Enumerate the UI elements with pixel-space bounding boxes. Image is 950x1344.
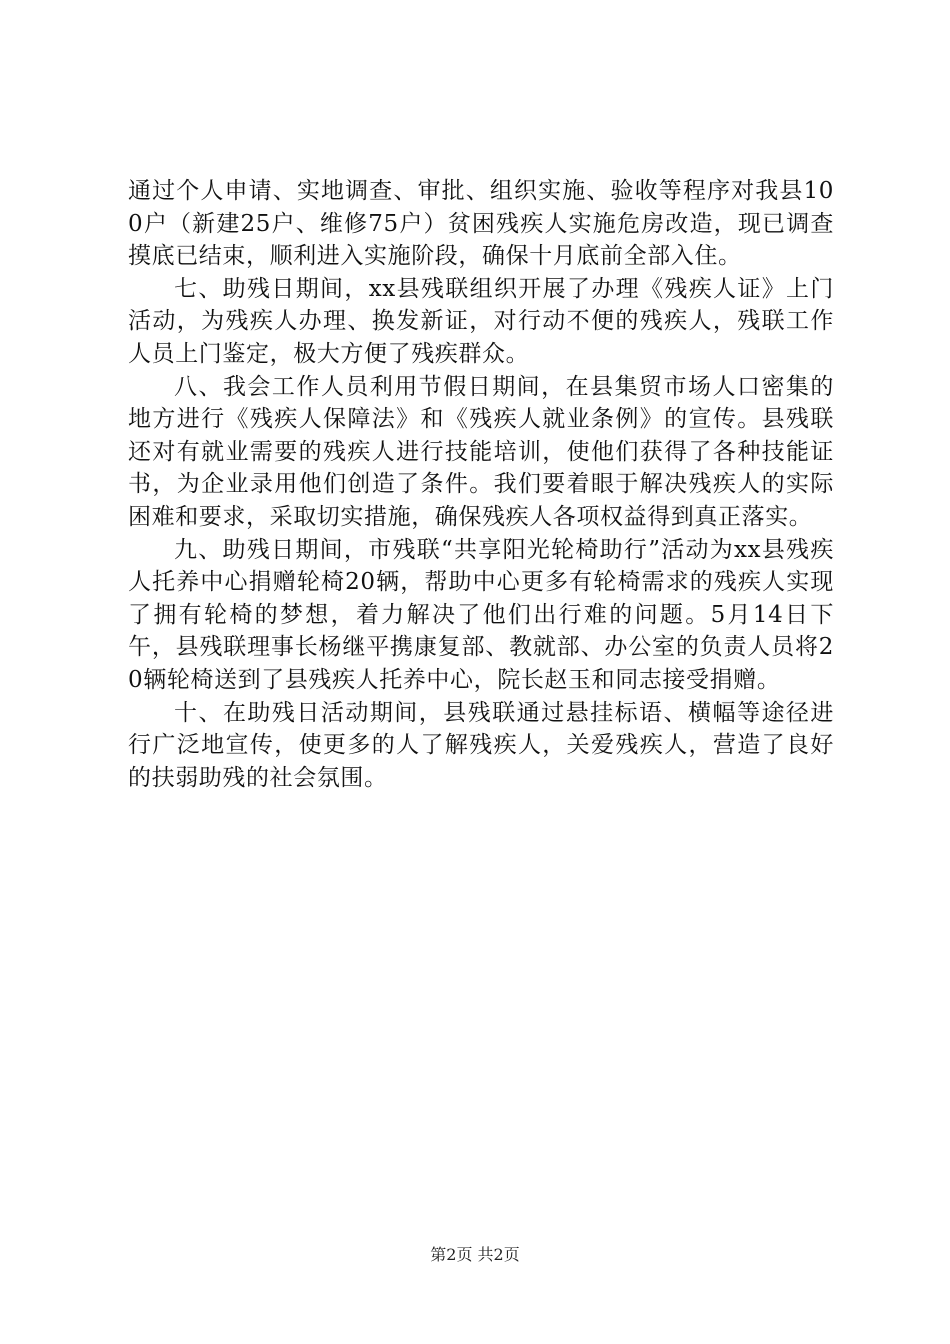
paragraph-continuation: 通过个人申请、实地调查、审批、组织实施、验收等程序对我县100户（新建25户、维修75户）贫困残疾人实施危房改造，现已调查摸底已结束，顺利进入实施阶段，确保十月底前全部入住。 <box>128 178 834 270</box>
document-body <box>128 175 834 794</box>
paragraph-item-7: 七、助残日期间，xx县残联组织开展了办理《残疾人证》上门活动，为残疾人办理、换发新证，对行动不便的残疾人，残联工作人员上门鉴定，极大方便了残疾群众。 <box>128 275 834 367</box>
paragraph-item-8: 八、我会工作人员利用节假日期间，在县集贸市场人口密集的地方进行《残疾人保障法》和《残疾人就业条例》的宣传。县残联还对有就业需要的残疾人进行技能培训，使他们获得了各种技能证书，为企业录用他们创造了条件。我们要着眼于解决残疾人的实际困难和要求，采取切实措施，确保残疾人各项权益得到真正落实。 <box>128 373 834 530</box>
paragraph-item-9: 九、助残日期间，市残联“共享阳光轮椅助行”活动为xx县残疾人托养中心捐赠轮椅20辆，帮助中心更多有轮椅需求的残疾人实现了拥有轮椅的梦想，着力解决了他们出行难的问题。5月14日下午，县残联理事长杨继平携康复部、教就部、办公室的负责人员将20辆轮椅送到了县残疾人托养中心，院长赵玉和同志接受捐赠。 <box>128 536 834 693</box>
page-footer: 第2页 共2页 <box>430 1245 520 1264</box>
paragraph-item-10: 十、在助残日活动期间，县残联通过悬挂标语、横幅等途径进行广泛地宣传，使更多的人了解残疾人，关爱残疾人，营造了良好的扶弱助残的社会氛围。 <box>128 699 834 791</box>
